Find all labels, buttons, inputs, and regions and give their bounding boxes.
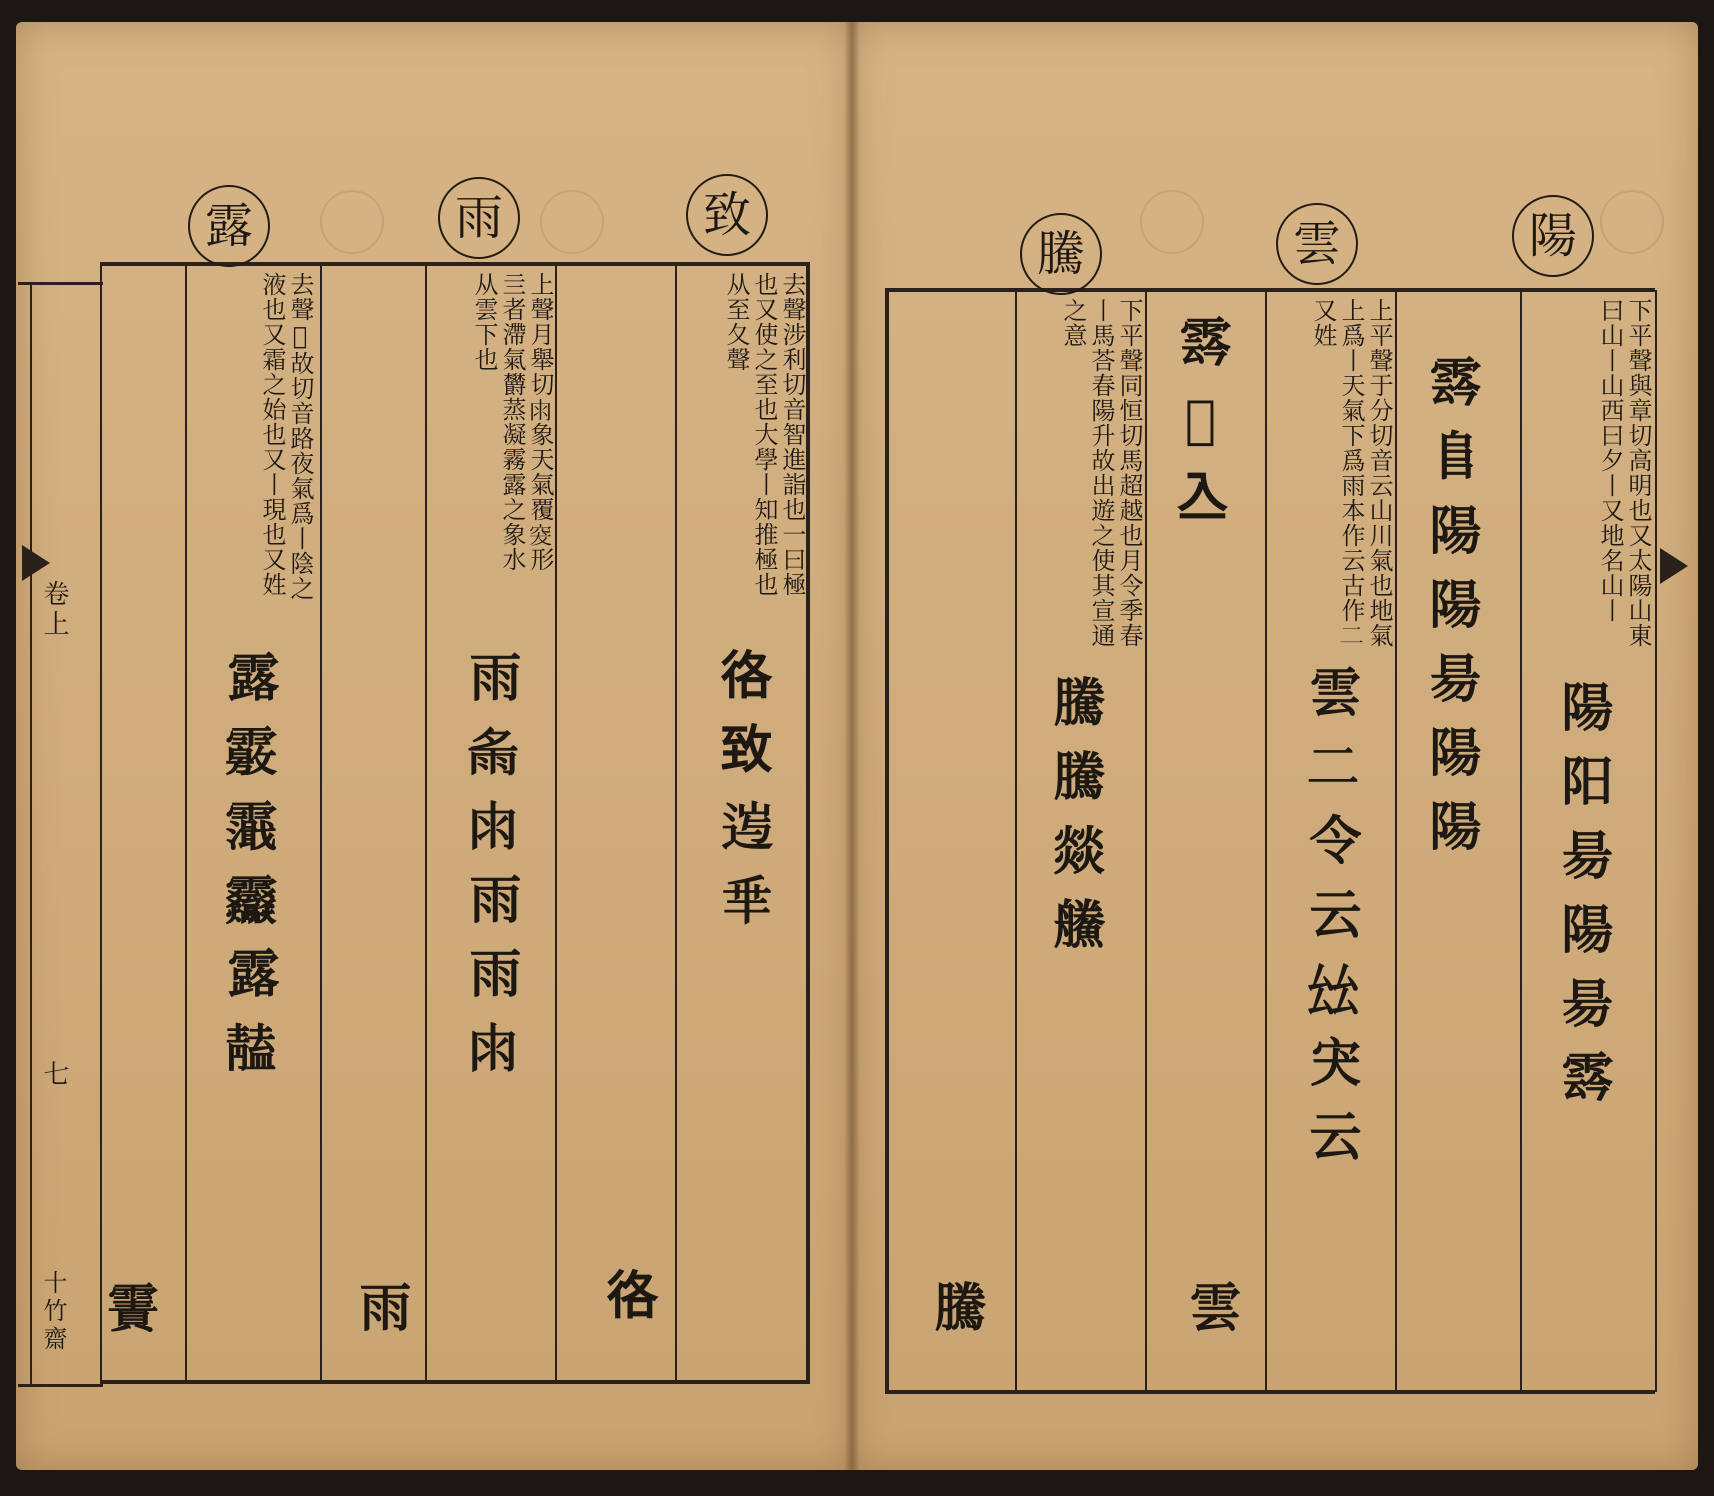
seal-form: 陽 — [1420, 799, 1481, 873]
seal-form: 雲 — [1300, 665, 1361, 739]
seal-form: 云 — [1300, 1109, 1361, 1183]
seal-form: 露 — [218, 946, 279, 1020]
definition-yun: 上平聲于分切音云山川氣也地氣上爲丨天氣下爲雨本作云古作𠄞又姓 — [1309, 298, 1393, 648]
seal-form: 雨 — [460, 946, 521, 1020]
seal-form: 𩇒 — [218, 872, 279, 946]
seal-form-zhi-extra — [600, 1270, 660, 1370]
seal-form: 𦤶 — [714, 724, 775, 798]
margin-rule — [30, 285, 32, 1385]
column-rule — [100, 262, 102, 1384]
bleed-through-mark — [1140, 190, 1204, 254]
seal-form: 陽 — [1552, 902, 1613, 976]
seal-form: 宊 — [1300, 1035, 1361, 1109]
seal-forms-zhi — [714, 650, 774, 1150]
bleed-through-mark — [320, 190, 384, 254]
seal-form: 陽 — [1420, 577, 1481, 651]
head-character-yang: 陽 — [1512, 195, 1594, 277]
seal-form: 𠃚 — [1170, 389, 1231, 472]
definition-lu: 去聲𣜩故切音路夜氣爲丨陰之液也又霜之始也又丨現也又姓 — [258, 272, 314, 601]
seal-form: 䲍 — [1044, 897, 1105, 971]
seal-form: 雨 — [460, 650, 521, 724]
seal-form: 令 — [1300, 813, 1361, 887]
seal-forms-teng — [1044, 675, 1104, 1195]
fish-tail-mark — [1660, 548, 1688, 584]
seal-form-yun-extra — [1180, 1280, 1240, 1380]
head-character-zhi: 致 — [686, 174, 768, 256]
seal-form: 𩅢 — [218, 724, 279, 798]
seal-form: 雲 — [1180, 1280, 1241, 1354]
head-character-lu: 露 — [188, 185, 270, 267]
seal-form: 雨 — [460, 872, 521, 946]
volume-label: 卷上 — [39, 580, 69, 640]
bleed-through-mark — [540, 190, 604, 254]
hall-name: 十竹齋 — [39, 1270, 67, 1354]
margin-bottom-rule — [18, 1384, 103, 1387]
head-character-yu: 雨 — [438, 177, 520, 259]
column-rule — [1520, 290, 1522, 1392]
seal-form: 𩄾 — [100, 1280, 161, 1354]
seal-form: 露 — [218, 650, 279, 724]
seal-form: 𢓜 — [600, 1270, 661, 1344]
seal-form: 𠓛 — [1170, 472, 1231, 546]
seal-form: 𩁼 — [460, 724, 521, 798]
seal-form: 雨 — [350, 1280, 411, 1354]
definition-yang: 下平聲與章切高明也又太陽山東曰山丨山西曰夕丨又地名山丨 — [1596, 298, 1652, 648]
seal-form: 𠂯 — [714, 872, 775, 946]
seal-form: 𩃬 — [1170, 315, 1231, 389]
definition-yu: 上聲月舉切𠕒象天氣覆𥥛形亖者滯氣欝蒸凝霧露之象水从雲下也 — [470, 272, 554, 572]
seal-forms-yun-continued — [1170, 315, 1230, 645]
seal-form: 𩃬 — [1552, 1050, 1613, 1124]
seal-form-yu-extra — [350, 1280, 410, 1380]
head-character-yun: 雲 — [1276, 203, 1358, 285]
seal-form: 燚 — [1044, 823, 1105, 897]
seal-form: 𠕒 — [460, 1020, 521, 1094]
head-character-teng: 騰 — [1020, 213, 1102, 295]
margin-top-rule — [18, 282, 103, 285]
column-rule — [675, 262, 677, 1382]
seal-form: 陽 — [1420, 725, 1481, 799]
column-rule — [1265, 290, 1267, 1392]
seal-form: 云 — [1300, 887, 1361, 961]
column-rule — [555, 262, 557, 1382]
seal-form: 陽 — [1552, 680, 1613, 754]
seal-forms-yang-continued — [1420, 355, 1480, 1355]
seal-forms-lu — [218, 650, 278, 1210]
seal-forms-yang — [1552, 680, 1612, 1240]
bleed-through-mark — [1600, 190, 1664, 254]
seal-form-lu-extra — [100, 1280, 160, 1380]
seal-forms-yu — [460, 650, 520, 1210]
seal-form: 騰 — [925, 1280, 986, 1354]
seal-form: 𠕒 — [460, 798, 521, 872]
definition-teng: 下平聲同恒切馬超越也月令季春丨馬荅春陽升故出遊之使其宣通之意 — [1059, 298, 1143, 648]
seal-form-teng-extra — [925, 1280, 985, 1380]
definition-zhi: 去聲涉利切音智進詣也一曰極也又使之至也大學丨知推極也从至夂聲 — [722, 272, 806, 597]
seal-form: 昜 — [1552, 828, 1613, 902]
seal-form: 騰 — [1044, 749, 1105, 823]
column-rule — [1015, 290, 1017, 1392]
seal-form: 𢓜 — [714, 650, 775, 724]
seal-form: 𨓂 — [714, 798, 775, 872]
column-rule — [1395, 290, 1397, 1392]
seal-form: 陽 — [1420, 503, 1481, 577]
seal-form: 𩆭 — [218, 798, 279, 872]
seal-form: 𩃬 — [1420, 355, 1481, 429]
seal-form: 𩇠 — [218, 1020, 279, 1094]
seal-form: 昜 — [1552, 976, 1613, 1050]
column-rule — [320, 262, 322, 1382]
seal-form: 𠫬 — [1300, 961, 1361, 1035]
seal-form: 騰 — [1044, 675, 1105, 749]
column-rule — [1145, 290, 1147, 1392]
seal-form: 𨸏 — [1420, 429, 1481, 503]
leaf-number: 七 — [39, 1060, 69, 1090]
seal-form: 𠄞 — [1300, 739, 1361, 813]
seal-forms-yun — [1300, 665, 1360, 1385]
fish-tail-mark — [22, 545, 50, 581]
seal-form: 昜 — [1420, 651, 1481, 725]
column-rule — [1655, 290, 1657, 1392]
seal-form: 阳 — [1552, 754, 1613, 828]
